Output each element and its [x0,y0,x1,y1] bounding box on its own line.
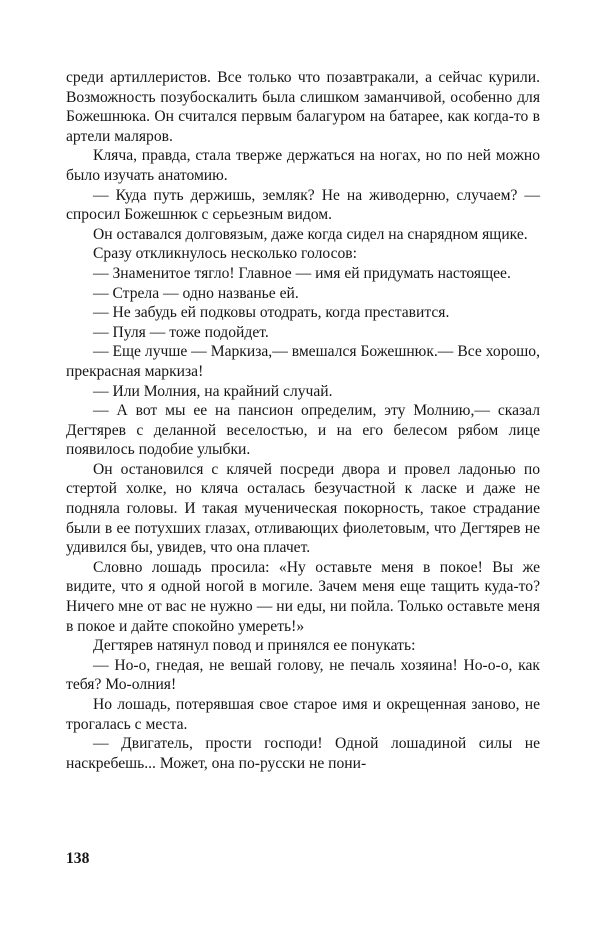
paragraph: — Еще лучше — Маркиза,— вмешался Божешнюк.— Все хорошо, прекрасная маркиза! [66,343,540,380]
paragraph: Но лошадь, потерявшая свое старое имя и окрещенная заново, не трогалась с места. [66,696,540,733]
paragraph: — Но-о, гнедая, не вешай голову, не печаль хозяина! Но-о-о, как тебя? Мо-олния! [66,656,540,694]
paragraph: — А вот мы ее на пансион определим, эту Молнию,— сказал Дегтярев с деланной веселостью, и на его белесом рябом лице появилось подобие улыбки. [66,402,540,459]
paragraph: — Стрела — одно названье ей. [93,284,299,302]
paragraph: — Пуля — тоже подойдет. [93,323,269,341]
paragraph: Он оставался долговязым, даже когда сидел на снарядном ящике. [93,225,528,243]
paragraph: — Двигатель, прости господи! Одной лошадиной силы не наскребешь... Может, она по-русски не пони- [66,735,540,772]
paragraph: — Или Молния, на крайний случай. [93,382,333,400]
paragraph: — Не забудь ей подковы отодрать, когда преставится. [93,304,450,322]
paragraph: Дегтярев натянул повод и принялся ее понукать: [93,637,416,655]
paragraph: Словно лошадь просила: «Ну оставьте меня в покое! Вы же видите, что я одной ногой в могиле. Зачем меня еще тащить куда-то? Ничего мне от вас не нужно — ни еды, ни пойла. Только оставьте меня в покое и дайте спокойно умереть!» [66,558,540,635]
paragraph: Кляча, правда, стала тверже держаться на ногах, но по ней можно было изучать анатомию. [66,147,540,184]
paragraph: — Куда путь держишь, земляк? Не на живодерню, случаем? — спросил Божешнюк с серьезным видом. [66,186,540,224]
paragraph: среди артиллеристов. Все только что позавтракали, а сейчас курили. Возможность позубоскалить была слишком заманчивой, особенно для Божешнюка. Он считался первым балагуром на батарее, как когда-то в артели маляров. [66,69,540,145]
paragraph: — Знаменитое тягло! Главное — имя ей придумать настоящее. [93,264,511,282]
book-page [66,68,540,773]
page-number: 138 [66,850,90,867]
paragraph: Он остановился с клячей посреди двора и провел ладонью по стертой холке, но кляча осталась безучастной к ласке и даже не подняла головы. И такая мученическая покорность, такое страдание были в ее потухших глазах, отливающих фиолетовым, что Дегтярев не удивился бы, увидев, что она плачет. [66,460,540,557]
paragraph: Сразу откликнулось несколько голосов: [93,245,357,263]
